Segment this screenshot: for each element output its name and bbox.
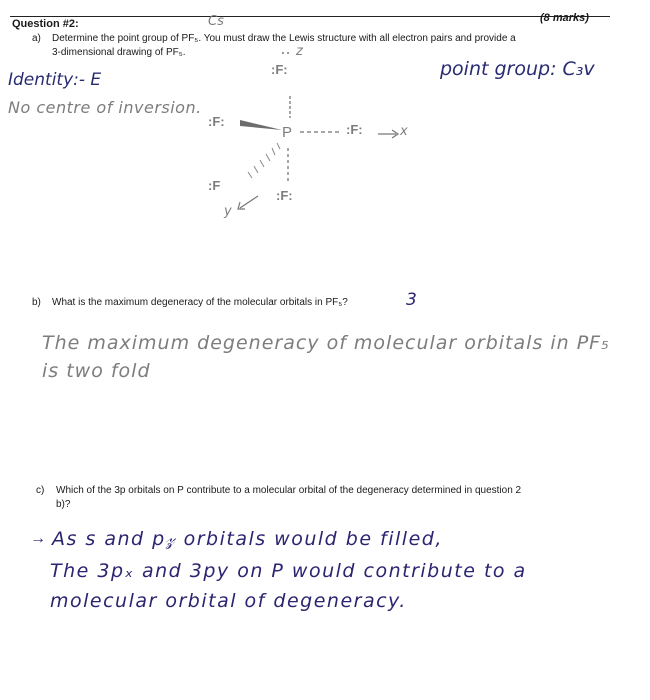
part-c-label: c) [36, 485, 45, 496]
atom-right-f: :F: [346, 122, 363, 137]
atom-lower-left-f: :F [208, 178, 221, 193]
part-b-answer-number: 3 [406, 290, 417, 310]
x-axis-label: x [400, 124, 408, 139]
part-c-question-line2: b)? [56, 499, 71, 510]
identity-note: Identity:- E [8, 70, 102, 90]
part-b-answer-line1: The maximum degeneracy of molecular orbitals in PF₅ [42, 332, 610, 354]
cs-note: Cs [208, 14, 224, 29]
inversion-note: No centre of inversion. [8, 98, 202, 117]
atom-bottom-f: :F: [276, 188, 293, 203]
part-c-answer-line1: As s and p𝓏 orbitals would be filled, [52, 528, 443, 550]
part-c-question-line1: Which of the 3p orbitals on P contribute to a molecular orbital of the degeneracy determined in question 2 [56, 485, 522, 496]
part-b-label: b) [32, 297, 41, 308]
part-c-arrow-icon: → [30, 530, 46, 547]
atom-center-p: P [282, 124, 293, 141]
question-title: Question #2: [12, 18, 79, 30]
part-a-label: a) [32, 33, 41, 44]
question-marks: (8 marks) [540, 12, 589, 24]
part-c-answer-line3: molecular orbital of degeneracy. [50, 590, 407, 612]
part-a-question-line1: Determine the point group of PF₅. You must draw the Lewis structure with all electron pairs and provide a [52, 33, 516, 44]
point-group-note: point group: C₃v [440, 58, 595, 80]
atom-left-f: :F: [208, 114, 225, 129]
part-a-question-line2: 3-dimensional drawing of PF₅. [52, 47, 186, 58]
atom-top-f: :F: [271, 62, 288, 77]
y-axis-label: y [224, 204, 232, 219]
part-b-question: What is the maximum degeneracy of the molecular orbitals in PF₅? [52, 297, 348, 308]
part-c-answer-line2: The 3pₓ and 3py on P would contribute to a [50, 560, 527, 582]
z-axis-label: z [296, 44, 303, 59]
part-b-answer-line2: is two fold [42, 360, 151, 382]
